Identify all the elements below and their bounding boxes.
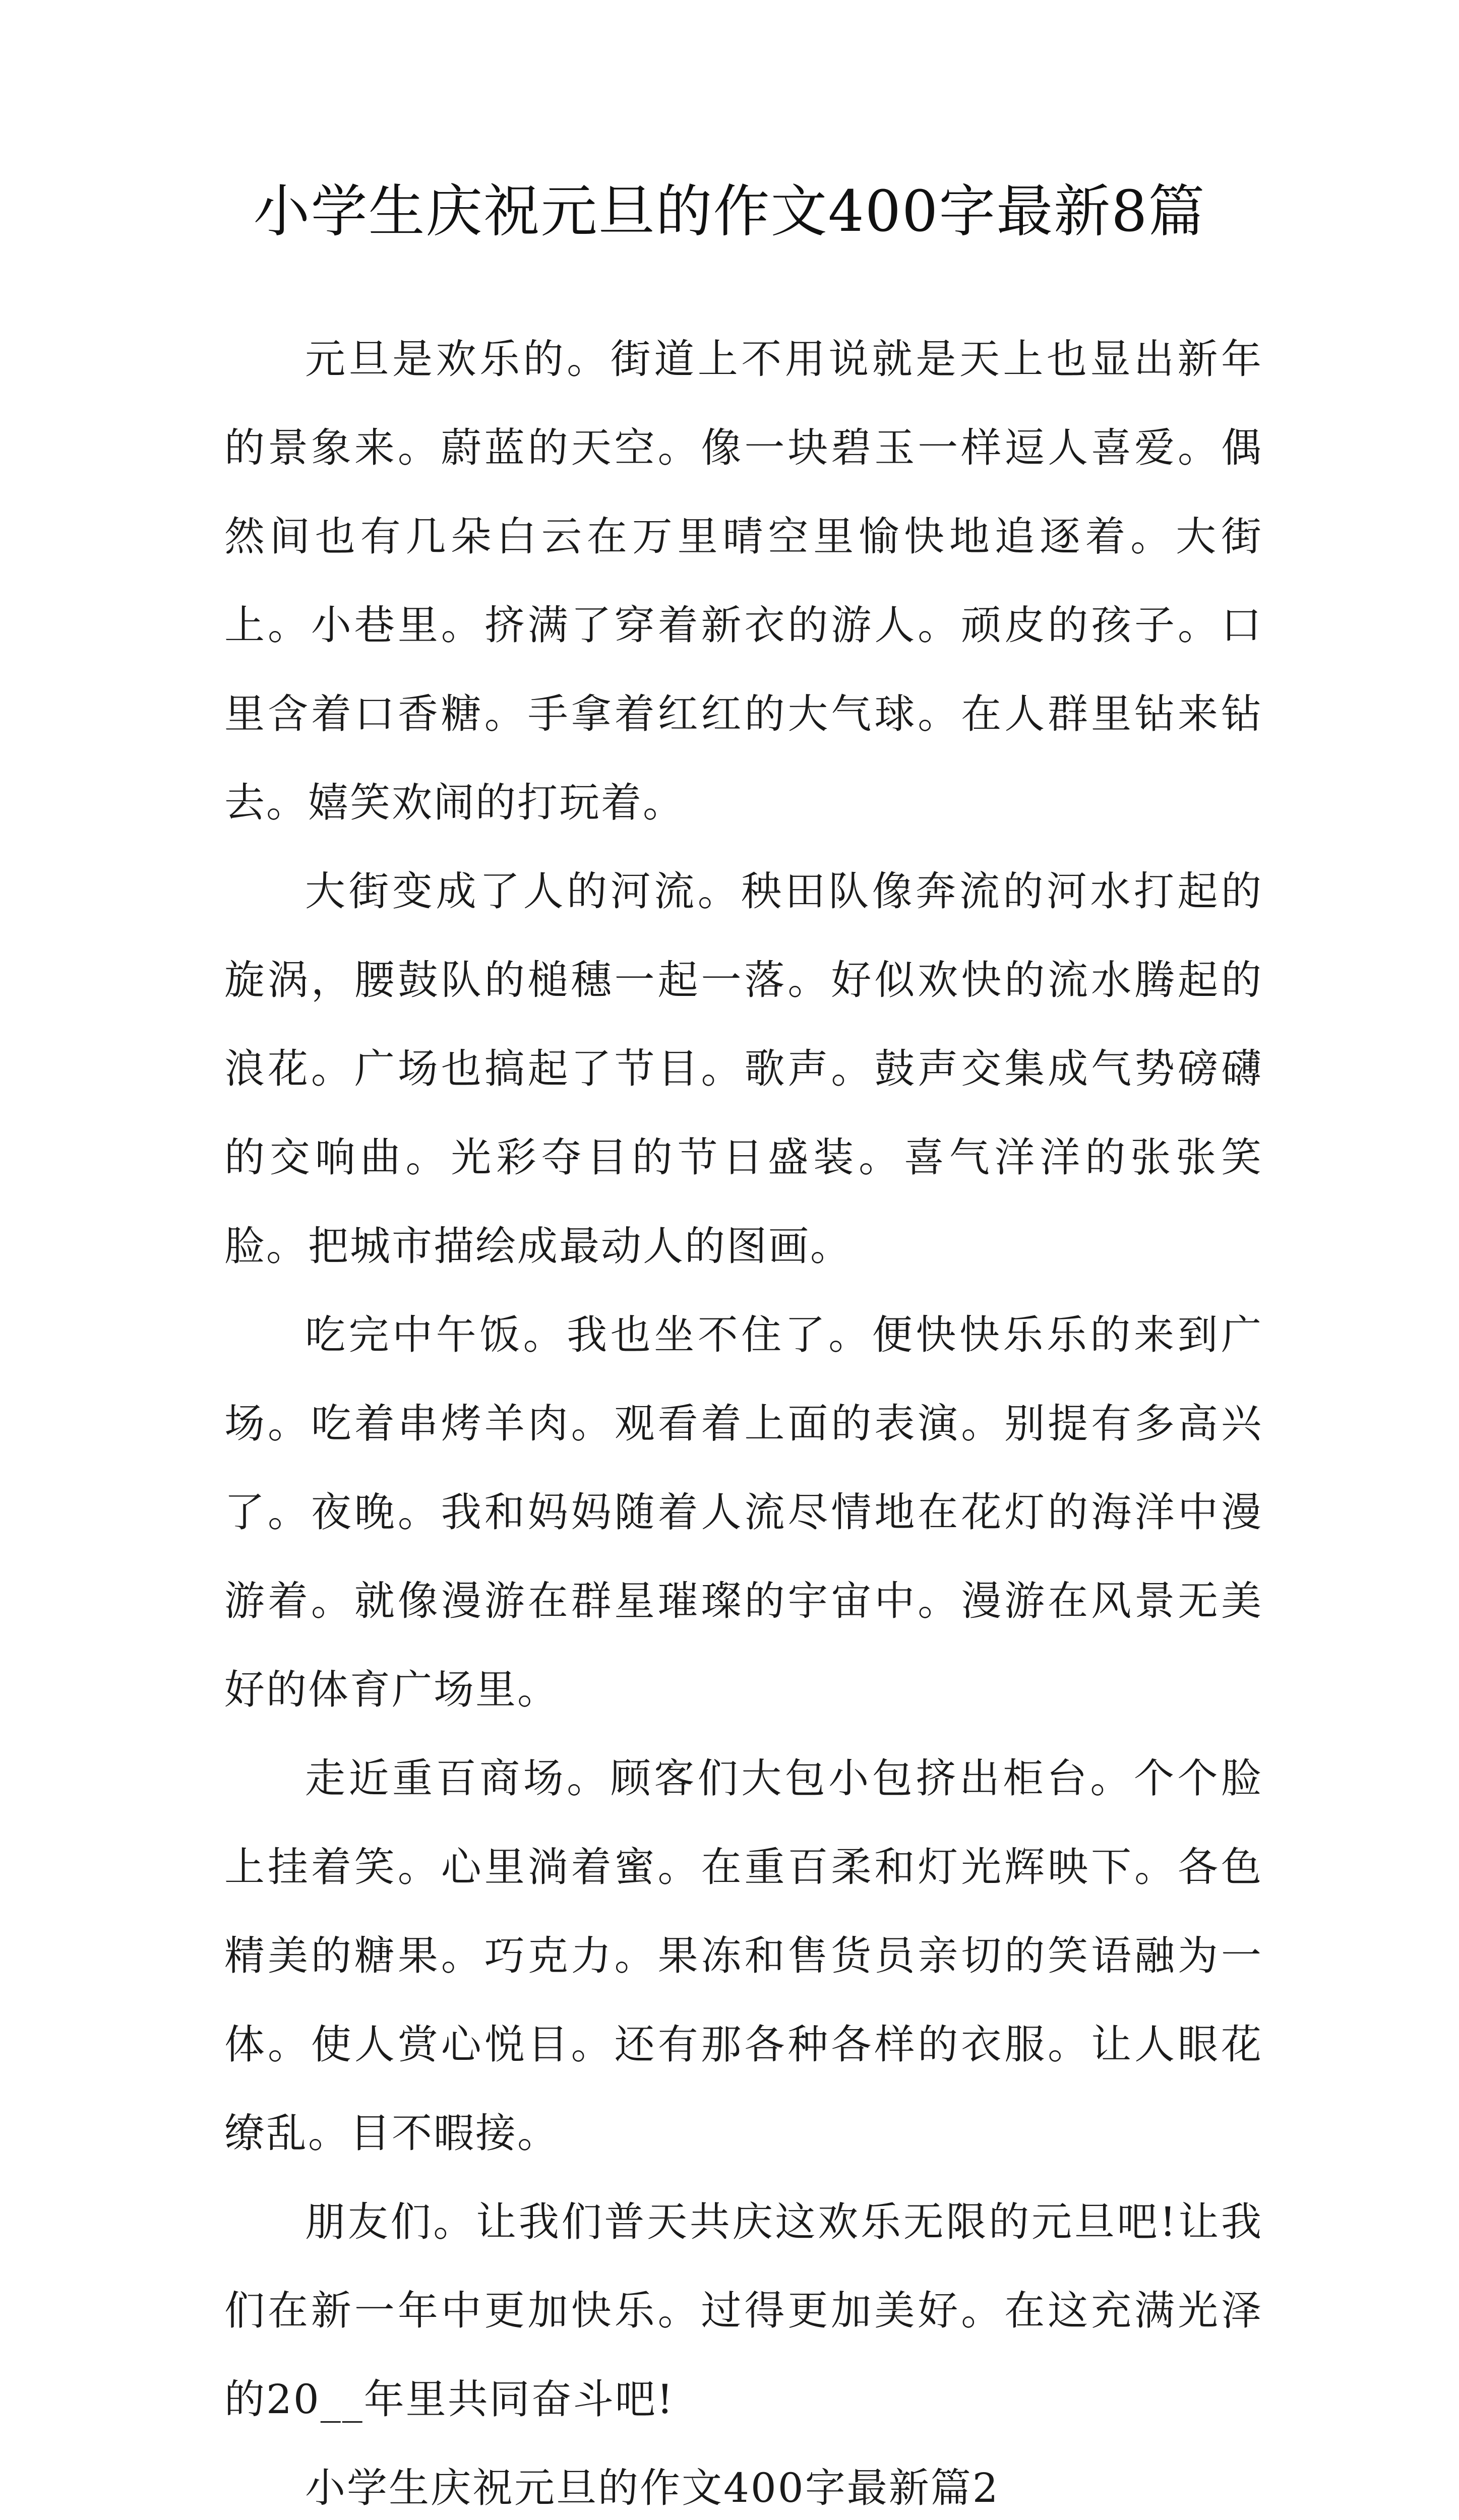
paragraph-3: 吃完中午饭。我也坐不住了。便快快乐乐的来到广场。吃着串烤羊肉。观看着上面的表演。别提有多高兴了。夜晚。我和妈妈随着人流尽情地在花灯的海洋中漫游着。就像漫游在群星璀璨的宇宙中。漫游在风景无美好的体育广场里。	[224, 1311, 1263, 1713]
paragraph-5: 朋友们。让我们普天共庆这欢乐无限的元旦吧!让我们在新一年中更加快乐。过得更加美好。在这充满光泽的20__年里共同奋斗吧!	[224, 2198, 1263, 2423]
paragraph-4: 走近重百商场。顾客们大包小包挤出柜台。个个脸上挂着笑。心里淌着蜜。在重百柔和灯光辉映下。各色精美的糖果。巧克力。果冻和售货员亲切的笑语融为一体。使人赏心悦目。还有那各种各样的衣服。让人眼花缭乱。目不暇接。	[224, 1755, 1263, 2157]
paragraph-1: 元旦是欢乐的。街道上不用说就是天上也显出新年的景象来。蔚蓝的天空。像一块碧玉一样逗人喜爱。偶然间也有几朵白云在万里晴空里愉快地追逐着。大街上。小巷里。挤满了穿着新衣的游人。顽皮的孩子。口里含着口香糖。手拿着红红的大气球。在人群里钻来钻去。嬉笑欢闹的打玩着。	[224, 336, 1263, 826]
document-body	[224, 315, 1263, 2520]
document-title: 小学生庆祝元旦的作文400字最新8篇	[253, 179, 1206, 244]
paragraph-2: 大街变成了人的河流。秧田队像奔流的河水打起的旋涡，腰鼓队的槌穗一起一落。好似欢快的流水腾起的浪花。广场也搞起了节目。歌声。鼓声交集成气势磅礴的交响曲。光彩夺目的节日盛装。喜气洋洋的张张笑脸。把城市描绘成最动人的图画。	[224, 868, 1263, 1270]
section-heading-2: 小学生庆祝元旦的作文400字最新篇2	[305, 2465, 1000, 2511]
